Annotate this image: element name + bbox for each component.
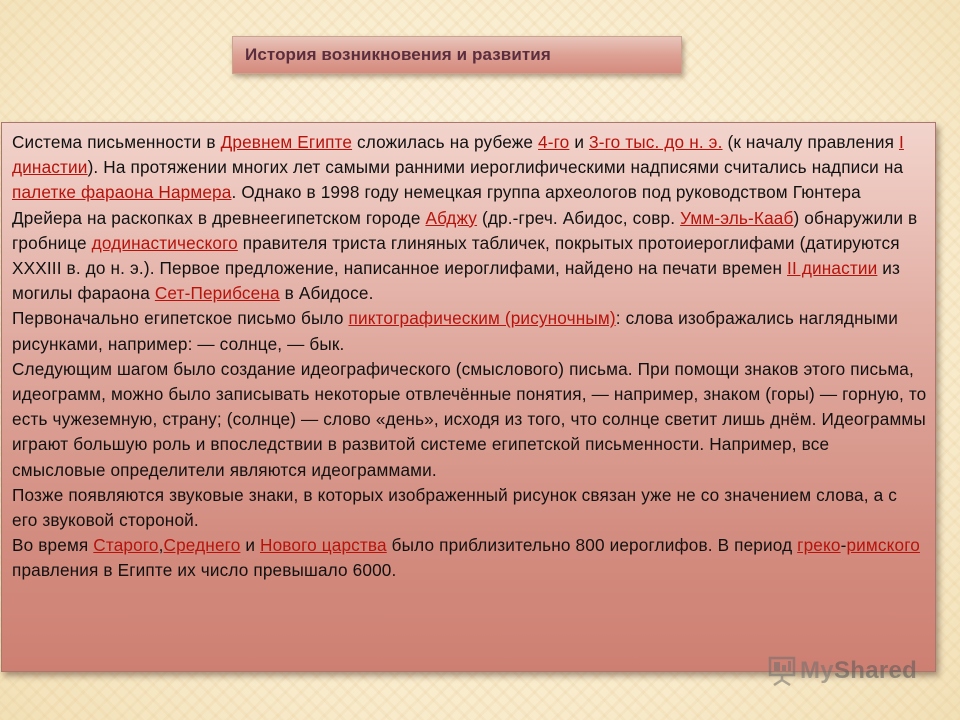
paragraph-text: Система письменности в [12,132,221,152]
paragraph-text: . Однако в 1998 году немецкая группа археологов под руководством Гюнтера Дрейера на раскопках в древнеегипетском городе [12,182,861,228]
hyperlink[interactable]: додинастического [91,232,238,253]
paragraph-text: Позже появляются звуковые знаки, в которых изображенный рисунок связан уже не со значением слова, а с его звуковой стороной. [12,484,897,531]
hyperlink[interactable]: 3-го тыс. до н. э. [589,132,723,152]
hyperlink[interactable]: греко [797,535,841,556]
paragraph-text: правителя триста глиняных табличек, покрытых протоиероглифами (датируются XXXIII в. до н. э.). Первое предложение, написанное иероглифами, найдено на печати времен [12,232,900,279]
paragraph-text: правления в Египте их число превышало 6000. [12,560,397,581]
paragraph-text: и [240,535,261,556]
slide-body [1,122,936,672]
hyperlink[interactable]: Старого [93,535,159,556]
hyperlink[interactable]: Абджу [425,207,478,228]
hyperlink[interactable]: римского [846,535,920,556]
paragraph [12,306,927,356]
hyperlink[interactable]: Среднего [163,535,241,556]
hyperlink[interactable]: Нового царства [260,535,387,556]
paragraph-text: было приблизительно 800 иероглифов. В период [386,535,798,556]
paragraph [12,483,927,533]
paragraph-text: и [569,132,589,152]
hyperlink[interactable]: палетке фараона Нармера [12,182,232,203]
slide-title: История возникновения и развития [245,45,551,64]
hyperlink[interactable]: Древнем Египте [220,132,353,152]
paragraph-text: : слова изображались наглядными рисунками, например: — солнце, — бык. [12,308,898,354]
watermark-brand-part2: Shared [833,657,918,684]
paragraph [12,533,927,583]
hyperlink[interactable]: Сет-Перибсена [154,283,280,304]
paragraph-text: сложилась на рубеже [352,132,539,152]
hyperlink[interactable]: пиктографическим (рисуночным) [348,308,616,329]
hyperlink[interactable]: I династии [12,132,904,178]
paragraph-text: Следующим шагом было создание идеографического (смыслового) письма. При помощи знаков этого письма, идеограмм, можно было записывать некоторые отвлечённые понятия, — например, знаком (горы) — горную, то есть чужеземную, страну; (солнце) — слово «день», исходя из того, что солнце светит лишь днём. Идеограммы играют большую роль и впоследствии в развитой системе египетской письменности. Например, все смысловые определители являются идеограммами. [12,358,927,480]
paragraph-text: (к началу правления [722,132,899,152]
hyperlink[interactable]: Умм-эль-Кааб [680,207,794,228]
hyperlink[interactable]: II династии [787,258,878,279]
paragraph-text: ) обнаружили в гробнице [12,207,918,253]
paragraph-text: (др.-греч. Абидос, совр. [477,207,681,228]
watermark-brand-part1: My [800,657,834,684]
paragraph-text: в Абидосе. [279,283,374,304]
paragraph-text: ). На протяжении многих лет самыми ранними иероглифическими надписями считались надписи на [87,157,904,178]
paragraph [12,130,927,306]
watermark-brand [800,657,917,685]
paragraph-text: из могилы фараона [12,258,901,304]
paragraph [12,357,927,483]
slide-title-box [232,36,682,74]
presentation-board-icon [768,656,796,686]
paragraph-text: - [840,535,847,556]
paragraph-text: Первоначально египетское письмо было [12,308,349,329]
paragraph-text: Во время [12,535,94,556]
hyperlink[interactable]: 4-го [538,132,570,152]
paragraph-text: , [158,535,164,556]
watermark [768,656,917,686]
